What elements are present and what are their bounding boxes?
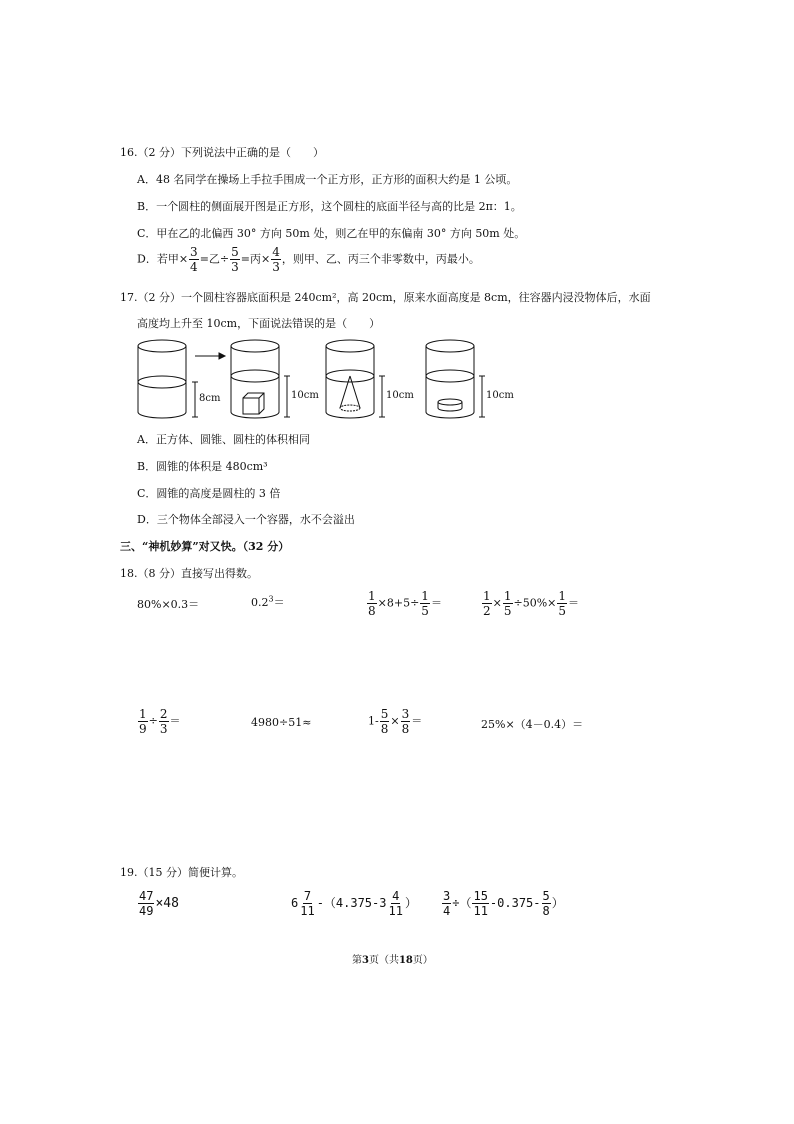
cube-icon	[243, 393, 264, 414]
cone-icon	[340, 376, 360, 411]
q17-option-b: B．圆锥的体积是 480cm³	[137, 460, 268, 473]
q16-option-a: A．48 名同学在操场上手拉手围成一个正方形，正方形的面积大约是 1 公顷。	[137, 173, 518, 186]
q16-option-c: C．甲在乙的北偏西 30° 方向 50m 处，则乙在甲的东偏南 30° 方向 50m 处。	[137, 227, 526, 240]
q18-expr-7: 1- $\frac{5}{8}$ × $\frac{3}{8}$ ＝	[368, 707, 423, 736]
height-marker-10cm-b	[379, 376, 385, 417]
label-10cm-b: 10cm	[386, 390, 414, 401]
q19-expr-2: 6 $\frac{7}{11}$ -（4.375-3 $\frac{4}{11}$ ）	[291, 889, 417, 918]
q18-expr-4: $\frac{1}{2}$ × $\frac{1}{5}$ ÷50%× $\frac{1}{5}$ ＝	[483, 589, 580, 618]
q18-expr-1: 80%×0.3＝	[137, 598, 200, 611]
q18-expr-8: 25%×（4－0.4）＝	[481, 718, 584, 731]
q18-expr-5: $\frac{1}{9}$ ÷ $\frac{2}{3}$ ＝	[139, 707, 181, 736]
q18-expr-2: $0.2^3=$	[251, 594, 285, 609]
q16-option-b: B．一个圆柱的侧面展开图是正方形，这个圆柱的底面半径与高的比是 2π：1。	[137, 200, 522, 213]
small-cylinder-icon	[438, 399, 462, 411]
q18-expr-6: 4980÷51≈	[251, 716, 312, 729]
cylinders-diagram	[137, 336, 507, 426]
cylinder-with-cube	[231, 340, 279, 418]
q17-stem-line1: 17.（2 分）一个圆柱容器底面积是 240cm²，高 20cm，原来水面高度是 8cm，往容器内浸没物体后，水面	[120, 291, 651, 304]
q18-expr-3: $\frac{1}{8}$ ×8+5÷ $\frac{1}{5}$ ＝	[368, 589, 442, 618]
fraction: $\frac{4}{3}$	[272, 245, 280, 274]
label-10cm-c: 10cm	[486, 390, 514, 401]
arrow-icon	[195, 353, 225, 359]
q17-option-c: C．圆锥的高度是圆柱的 3 倍	[137, 487, 281, 500]
q17-cylinder-figure	[137, 336, 514, 426]
height-marker-10cm-c	[479, 376, 485, 417]
q19-expr-1: $\frac{47}{49}$ ×48	[139, 889, 179, 918]
cylinder-with-cone	[326, 340, 374, 418]
cylinder-with-cylinder	[426, 340, 474, 418]
q17-option-d: D．三个物体全部浸入一个容器，水不会溢出	[137, 513, 355, 526]
page-footer: 第3页（共18页）	[352, 955, 433, 966]
q17-stem-line2: 高度均上升至 10cm，下面说法错误的是（ ）	[137, 317, 381, 330]
label-10cm-a: 10cm	[291, 390, 319, 401]
cylinder-original	[138, 340, 186, 418]
height-marker-10cm-a	[284, 376, 290, 417]
q16-option-d: D．若甲× $\frac{3}{4}$ =乙÷ $\frac{5}{3}$ =丙× $\frac{4}{3}$ ，则甲、乙、丙三个非零数中，丙最小。	[137, 245, 480, 274]
q17-option-a: A．正方体、圆锥、圆柱的体积相同	[137, 433, 310, 446]
q19-expr-3: $\frac{3}{4}$ ÷（ $\frac{15}{11}$ -0.375- $\frac{5}{8}$ ）	[443, 889, 564, 918]
height-marker-8cm	[192, 382, 198, 417]
section-heading: 三、“神机妙算”对又快。（32 分）	[120, 540, 290, 553]
label-8cm: 8cm	[199, 393, 221, 404]
q16-stem: 16.（2 分）下列说法中正确的是（ ）	[120, 146, 324, 159]
q19-stem: 19.（15 分）简便计算。	[120, 866, 243, 879]
q18-stem: 18.（8 分）直接写出得数。	[120, 567, 258, 580]
fraction: $\frac{5}{3}$	[231, 245, 239, 274]
fraction: $\frac{3}{4}$	[190, 245, 198, 274]
